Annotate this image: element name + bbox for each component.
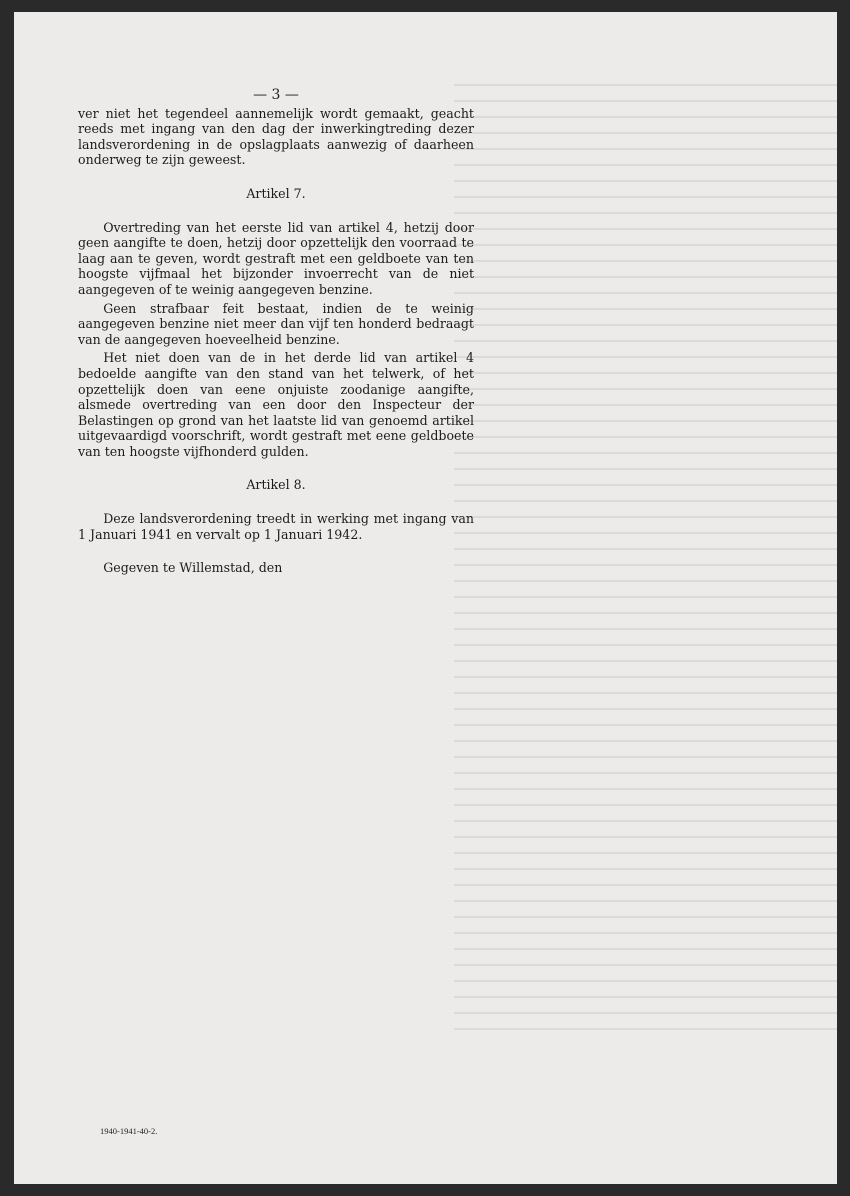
footer-code: 1940-1941-40-2. — [100, 1126, 158, 1136]
article-8-heading: Artikel 8. — [246, 477, 306, 493]
article-7-heading: Artikel 7. — [246, 185, 306, 201]
bleed-through-text — [454, 84, 837, 1084]
article-7-paragraph-1: Overtreding van het eerste lid van artikel 4, hetzij door geen aangifte te doen, hetzij door opzettelijk den voorraad te laag aan te geven, wordt gestraft met een geldboete van ten hoogste vijfmaal het bijzonder invoerrecht van de niet aangegeven of te weinig aangegeven benzine. — [78, 219, 474, 297]
page-content — [78, 88, 474, 576]
article-8-paragraph-1: Deze landsverordening treedt in werking met ingang van 1 Januari 1941 en vervalt op 1 Januari 1942. — [78, 511, 474, 542]
lead-paragraph: ver niet het tegendeel aannemelijk wordt gemaakt, geacht reeds met ingang van den dag der inwerkingtreding dezer landsverordening in de opslagplaats aanwezig of daarheen onderweg te zijn geweest. — [78, 105, 474, 168]
article-7-paragraph-2: Geen strafbaar feit bestaat, indien de te weinig aangegeven benzine niet meer dan vijf ten honderd bedraagt van de aangegeven hoeveelheid benzine. — [78, 300, 474, 347]
article-7-paragraph-3: Het niet doen van de in het derde lid van artikel 4 bedoelde aangifte van den stand van het telwerk, of het opzettelijk doen van eene onjuiste zoodanige aangifte, alsmede overtreding van een door den Inspecteur der Belastingen op grond van het laatste lid van genoemd artikel uitgevaardigd voorschrift, wordt gestraft met eene geldboete van ten hoogste vijfhonderd gulden. — [78, 350, 474, 459]
document-page — [14, 12, 837, 1184]
signoff-line: Gegeven te Willemstad, den — [103, 560, 283, 576]
page-number: — 3 — — [253, 87, 299, 103]
